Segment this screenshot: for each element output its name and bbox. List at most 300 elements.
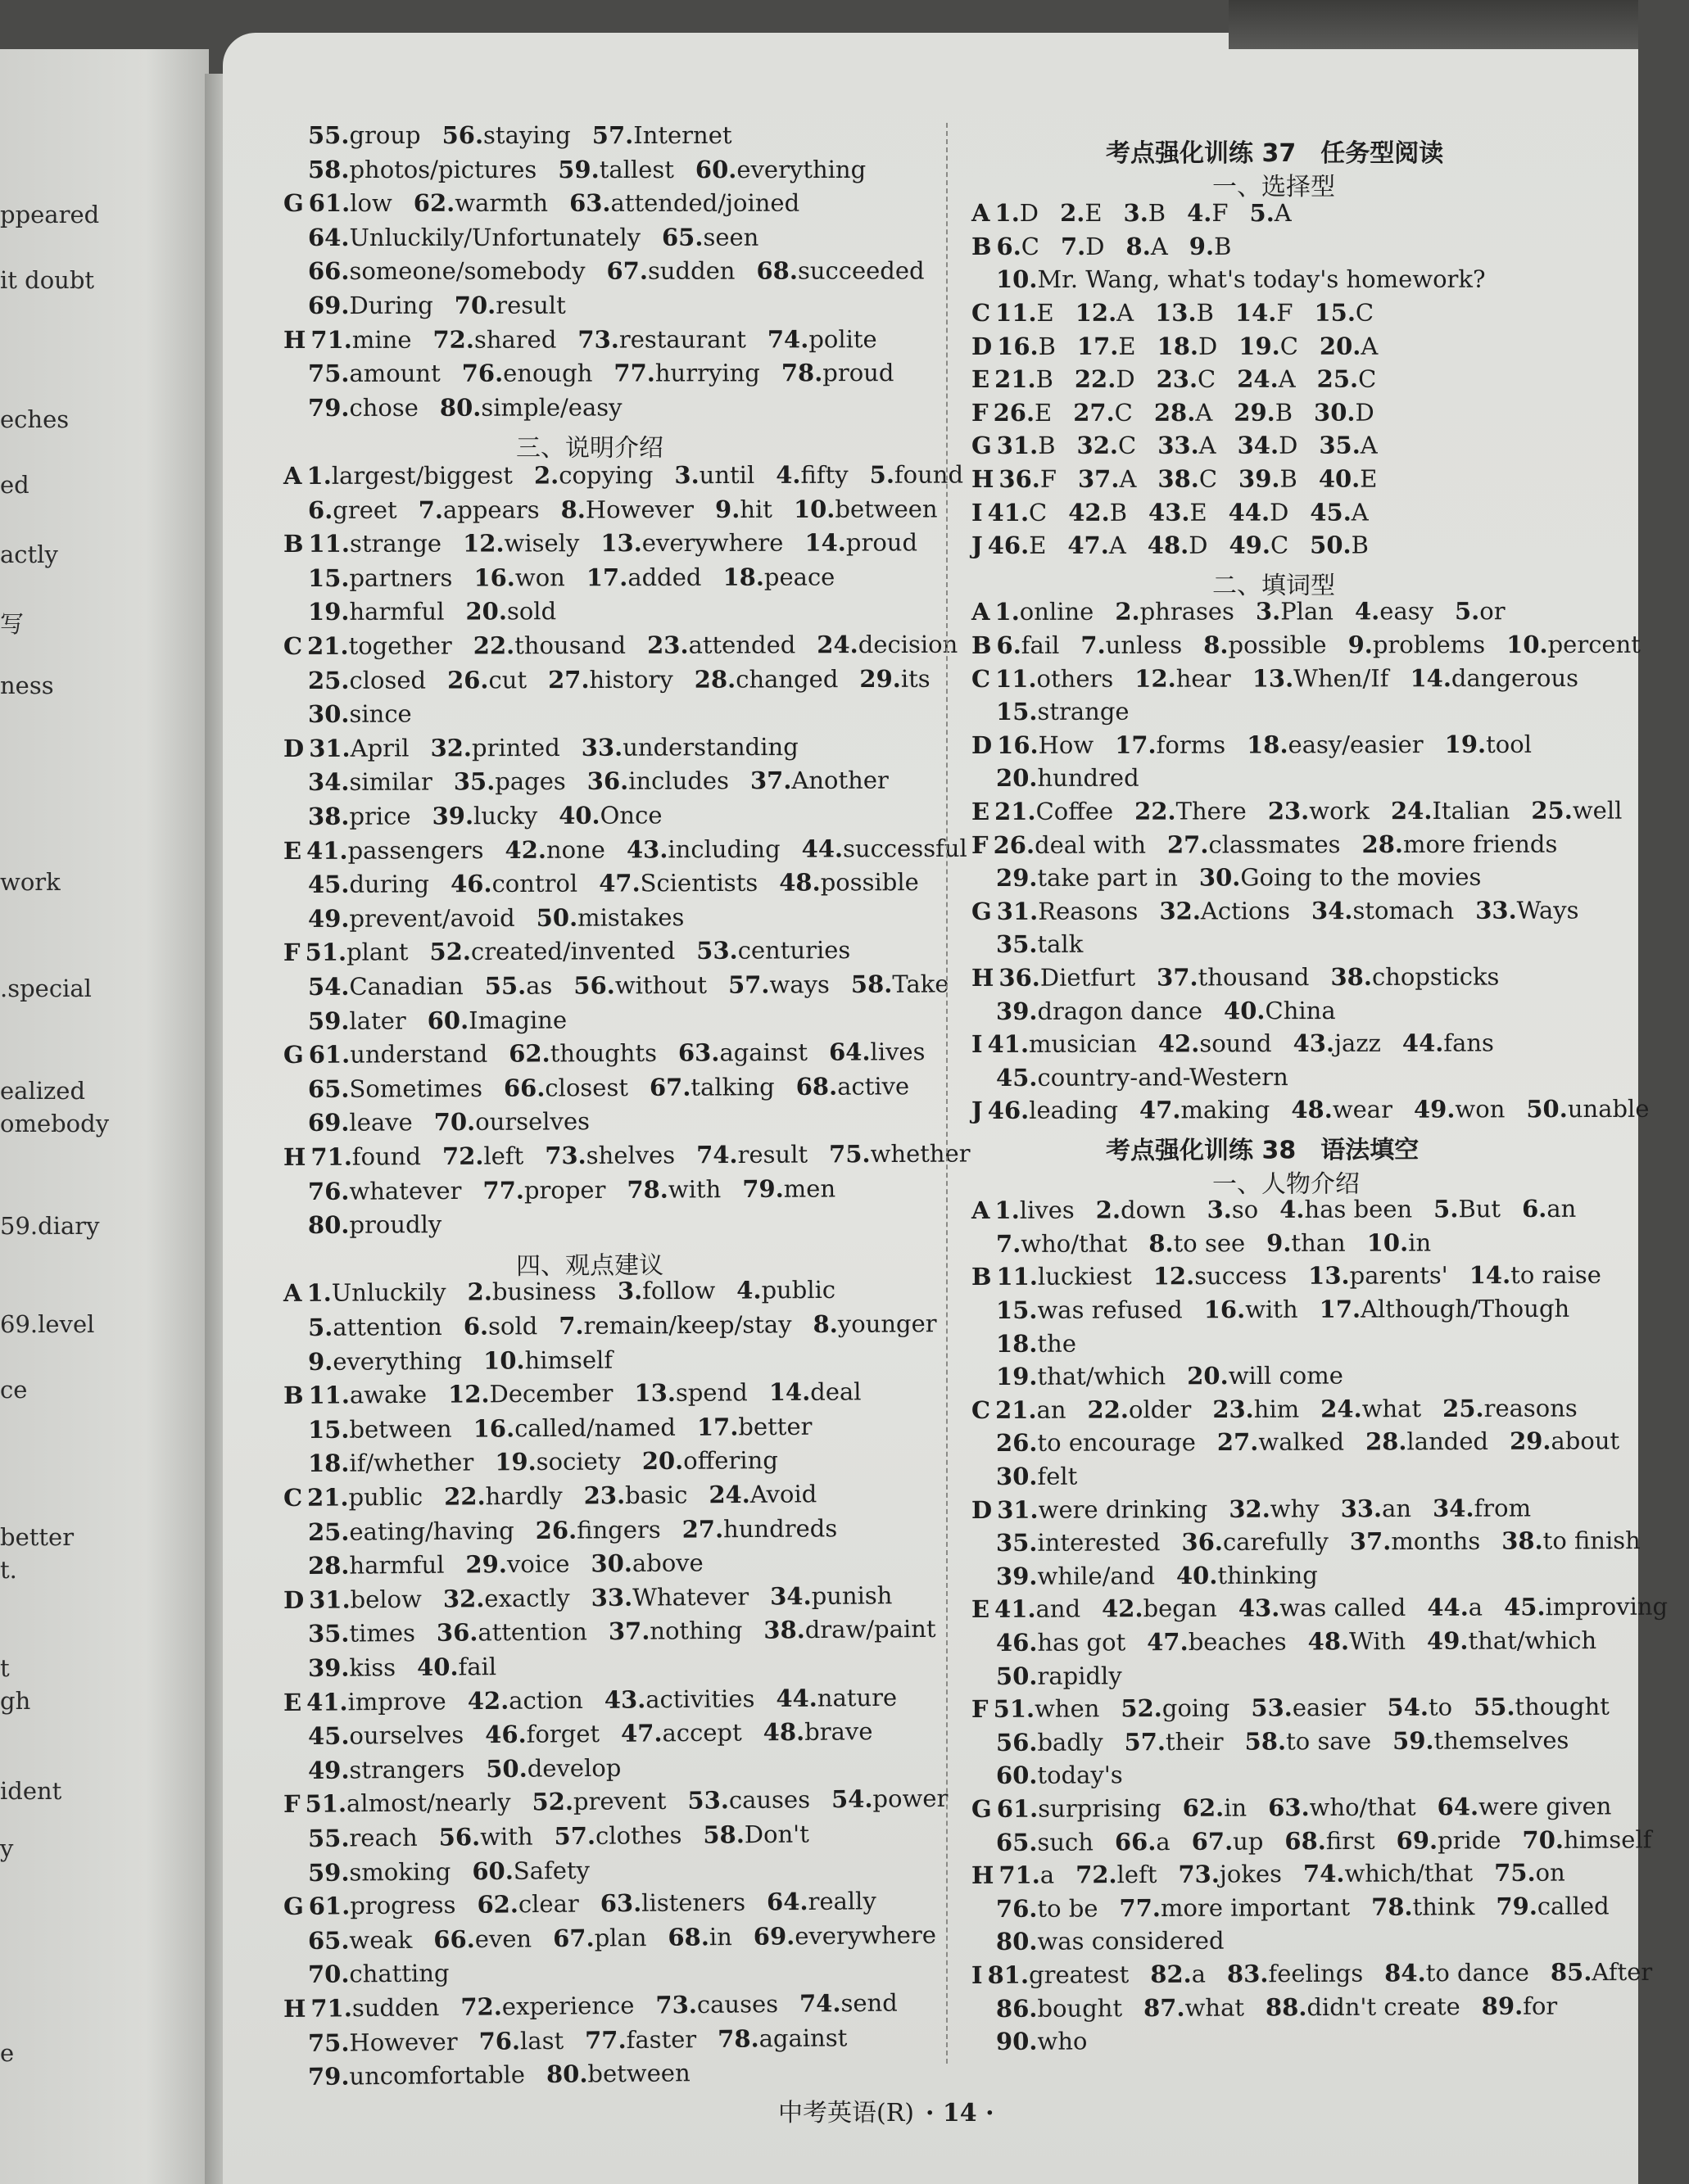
answer-item: [308, 1857, 451, 1887]
section-heading: 二、填词型: [1211, 571, 1336, 600]
item-number: 43.: [604, 1684, 646, 1714]
page-number: · 14 ·: [926, 2099, 994, 2127]
answer-row: [971, 465, 1398, 493]
item-answer: ourselves: [349, 1721, 464, 1750]
answer-item: [606, 257, 735, 285]
answer-item: [1134, 797, 1247, 825]
left-page-fragment: 59.diary: [0, 1212, 100, 1240]
answer-item: [478, 2026, 564, 2055]
item-number: 50.: [1310, 531, 1352, 559]
answer-row: [308, 257, 946, 286]
answer-row: [996, 1825, 1673, 1856]
answer-row: [996, 265, 1507, 293]
answer-item: [995, 1395, 1066, 1423]
answer-item: [614, 359, 759, 387]
item-number: 23.: [583, 1481, 626, 1510]
item-answer: mine: [351, 325, 412, 354]
answer-item: [1308, 1627, 1406, 1655]
item-number: 2.: [1115, 598, 1140, 626]
answer-item: [307, 631, 452, 659]
item-answer: peace: [763, 563, 835, 591]
item-number: 46.: [485, 1720, 527, 1749]
item-number: 34.: [1237, 432, 1279, 460]
item-number: 54.: [831, 1785, 873, 1814]
item-number: 60.: [472, 1856, 514, 1885]
answer-row: [308, 2023, 869, 2057]
item-number: 72.: [432, 325, 474, 354]
item-answer: Plan: [1280, 597, 1334, 626]
item-number: 29.: [859, 664, 901, 693]
item-answer: largest/biggest: [331, 461, 513, 490]
item-answer: who/that: [1021, 1229, 1128, 1258]
item-number: 50.: [536, 903, 578, 932]
item-number: 18.: [307, 1449, 350, 1478]
answer-row: [971, 1958, 1673, 1989]
item-number: 4.: [1187, 199, 1212, 228]
item-answer: similar: [349, 767, 432, 797]
item-number: 29.: [465, 1550, 508, 1579]
group-letter: D: [971, 730, 993, 759]
item-answer: hurrying: [654, 359, 760, 387]
item-number: 24.: [1320, 1395, 1362, 1423]
left-page-fragment: it doubt: [0, 266, 95, 294]
answer-item: [642, 1446, 778, 1475]
item-number: 30.: [307, 700, 350, 729]
item-answer: listeners: [641, 1888, 746, 1918]
item-answer: fifty: [800, 460, 849, 489]
item-answer: forget: [526, 1720, 600, 1748]
answer-item: [1157, 365, 1216, 393]
answer-item: [634, 1378, 748, 1407]
item-answer: Don't: [744, 1820, 809, 1849]
answer-item: [668, 1923, 732, 1951]
item-answer: to encourage: [1037, 1428, 1196, 1458]
item-answer: beaches: [1188, 1627, 1287, 1657]
answer-item: [308, 870, 429, 899]
item-number: 53.: [1251, 1693, 1293, 1722]
item-answer: leave: [349, 1108, 413, 1137]
answer-row: [996, 1329, 1098, 1357]
item-number: 42.: [467, 1686, 509, 1715]
item-answer: group: [349, 121, 421, 149]
item-answer: or: [1479, 597, 1506, 626]
item-answer: A: [1278, 364, 1296, 393]
answer-row: [971, 233, 1252, 260]
item-number: 46.: [995, 1628, 1038, 1657]
item-answer: public: [348, 1482, 423, 1512]
item-answer: thinking: [1217, 1561, 1318, 1589]
item-number: 62.: [509, 1039, 550, 1068]
group-letter: B: [283, 1381, 304, 1410]
answer-item: [996, 1429, 1196, 1458]
answer-row: [308, 495, 959, 524]
group-letter: H: [971, 464, 994, 493]
item-answer: B: [1038, 432, 1056, 460]
item-answer: E: [1084, 199, 1103, 228]
item-answer: society: [536, 1447, 621, 1476]
item-number: 33.: [591, 1583, 633, 1612]
group-letter: B: [971, 1263, 992, 1291]
item-number: 6.: [463, 1312, 489, 1341]
item-answer: nature: [817, 1683, 898, 1712]
answer-item: [1073, 399, 1133, 427]
answer-item: [996, 1628, 1125, 1657]
item-answer: partners: [349, 563, 453, 592]
item-answer: kiss: [349, 1653, 396, 1682]
item-number: 78.: [718, 2024, 759, 2053]
item-number: 64.: [828, 1038, 871, 1066]
item-number: 72.: [1075, 1861, 1117, 1889]
item-answer: Another: [791, 766, 889, 795]
answer-item: [829, 1139, 971, 1168]
item-number: 24.: [1237, 364, 1279, 393]
item-number: 69.: [307, 1109, 350, 1137]
item-answer: centuries: [737, 936, 851, 965]
item-answer: men: [783, 1173, 836, 1203]
item-number: 75.: [307, 2028, 350, 2057]
answer-item: [1433, 1195, 1501, 1223]
answer-item: [994, 1595, 1080, 1623]
item-answer: decision: [858, 630, 958, 659]
item-answer: chatting: [349, 1959, 450, 1988]
answer-row: [308, 1006, 588, 1035]
item-answer: action: [509, 1685, 583, 1715]
answer-item: [750, 766, 889, 795]
answer-item: [592, 121, 732, 149]
item-number: 40.: [559, 801, 600, 830]
item-number: 19.: [1238, 332, 1280, 360]
item-answer: warmth: [455, 189, 549, 218]
answer-row: [308, 868, 940, 898]
item-number: 14.: [1234, 298, 1277, 327]
answer-row: [308, 1072, 931, 1103]
item-answer: punish: [811, 1581, 893, 1610]
answer-item: [996, 1662, 1122, 1690]
item-number: 17.: [1115, 730, 1157, 759]
answer-item: [1551, 1958, 1652, 1987]
item-answer: its: [900, 664, 931, 693]
answer-item: [1115, 1828, 1171, 1856]
item-answer: D: [1116, 365, 1135, 394]
answer-row: [971, 1261, 1623, 1291]
item-number: 41.: [306, 836, 348, 865]
item-number: 51.: [305, 938, 347, 967]
item-number: 31.: [309, 734, 351, 762]
item-answer: cut: [488, 665, 528, 694]
item-answer: A: [1108, 531, 1126, 560]
answer-item: [618, 1277, 716, 1305]
item-number: 24.: [709, 1480, 750, 1509]
item-answer: China: [1265, 996, 1336, 1024]
answer-item: [468, 1277, 597, 1306]
answer-item: [308, 1415, 452, 1444]
answer-item: [447, 666, 527, 694]
answer-row: [283, 1887, 898, 1920]
item-answer: accept: [662, 1718, 742, 1748]
item-number: 44.: [801, 834, 844, 863]
answer-row: [971, 830, 1578, 858]
answer-row: [996, 1927, 1246, 1956]
item-answer: to see: [1173, 1228, 1246, 1258]
answer-item: [1475, 896, 1578, 924]
item-answer: B: [1035, 365, 1053, 394]
item-number: 59.: [307, 1006, 350, 1035]
answer-item: [1268, 1793, 1416, 1822]
answer-row: [308, 1717, 894, 1750]
answer-item: [627, 834, 781, 863]
item-number: 89.: [1481, 1992, 1524, 2020]
answer-item: [1060, 199, 1102, 227]
answer-item: [1414, 1096, 1506, 1124]
answer-item: [647, 631, 795, 658]
answer-item: [1319, 465, 1378, 493]
answer-row: [308, 801, 684, 830]
answer-item: [1077, 332, 1136, 359]
item-number: 65.: [995, 1828, 1038, 1856]
item-number: 5.: [869, 460, 894, 489]
item-answer: shelves: [586, 1141, 676, 1169]
group-letter: H: [283, 1142, 306, 1171]
item-number: 26.: [535, 1516, 577, 1544]
item-answer: left: [1116, 1861, 1157, 1889]
item-answer: price: [349, 802, 411, 830]
item-answer: won: [1455, 1095, 1506, 1124]
item-answer: Italian: [1432, 796, 1510, 825]
answer-item: [1227, 1960, 1363, 1988]
item-answer: photos/pictures: [349, 155, 537, 183]
item-answer: smoking: [349, 1856, 451, 1887]
item-answer: take part in: [1037, 863, 1178, 893]
answer-item: [995, 664, 1113, 692]
item-number: 71.: [310, 325, 352, 354]
item-number: 40.: [416, 1653, 459, 1681]
answer-item: [309, 189, 392, 217]
item-answer: sudden: [351, 1993, 440, 2023]
group-letter: D: [283, 734, 305, 762]
answer-item: [591, 1582, 749, 1611]
item-number: 63.: [1268, 1793, 1310, 1822]
item-number: 28.: [1365, 1427, 1407, 1456]
answer-row: [971, 1029, 1515, 1059]
item-number: 64.: [766, 1888, 808, 1916]
answer-row: [283, 834, 989, 864]
item-number: 31.: [309, 1585, 351, 1614]
item-answer: result: [737, 1140, 808, 1169]
item-number: 90.: [995, 2027, 1038, 2056]
answer-item: [1501, 1526, 1641, 1555]
answer-item: [308, 1517, 514, 1546]
answer-row: [996, 698, 1151, 726]
item-answer: reach: [349, 1823, 418, 1852]
item-answer: hundreds: [722, 1513, 838, 1543]
answer-row: [308, 563, 856, 592]
item-number: 53.: [696, 936, 738, 965]
answer-row: [996, 930, 1104, 958]
answer-item: [995, 299, 1054, 327]
answer-item: [486, 1753, 621, 1782]
answer-item: [829, 1038, 926, 1066]
item-number: 80.: [546, 2060, 588, 2089]
answer-item: [308, 1960, 450, 1989]
answer-item: [1410, 664, 1578, 692]
answer-item: [998, 465, 1057, 493]
item-answer: if/whether: [349, 1448, 474, 1478]
item-number: 61.: [308, 1892, 351, 1920]
answer-item: [1355, 598, 1433, 626]
item-number: 41.: [987, 498, 1030, 527]
answer-row: [971, 1095, 1671, 1124]
item-number: 57.: [554, 1821, 596, 1851]
answer-item: [1199, 863, 1482, 892]
answer-row: [283, 528, 939, 558]
answer-item: [573, 971, 707, 1000]
item-answer: against: [758, 2023, 848, 2053]
answer-item: [1365, 1427, 1488, 1456]
item-answer: who/that: [1309, 1793, 1416, 1822]
item-number: 26.: [993, 398, 1035, 427]
item-number: 56.: [995, 1728, 1038, 1757]
item-answer: as: [526, 971, 553, 1000]
item-number: 7.: [418, 495, 444, 524]
item-number: 39.: [995, 997, 1038, 1025]
answer-item: [1266, 1229, 1346, 1257]
item-number: 33.: [1475, 896, 1517, 925]
answer-row: [308, 359, 915, 387]
item-number: 33.: [1157, 432, 1199, 460]
answer-row: [308, 903, 705, 933]
item-answer: After: [1592, 1957, 1653, 1987]
item-answer: shared: [473, 325, 557, 354]
item-number: 18.: [722, 563, 764, 591]
item-number: 5.: [1454, 597, 1480, 626]
item-number: 70.: [1522, 1825, 1564, 1854]
item-number: 46.: [987, 1097, 1030, 1125]
answer-item: [473, 1413, 676, 1443]
answer-item: [996, 1229, 1127, 1257]
answer-row: [971, 398, 1396, 426]
item-number: 57.: [727, 970, 770, 999]
item-number: 67.: [1191, 1827, 1234, 1856]
item-number: 26.: [995, 1429, 1038, 1458]
item-answer: F: [1276, 298, 1293, 327]
item-answer: C: [1198, 364, 1216, 394]
item-answer: develop: [527, 1753, 622, 1783]
item-number: 26.: [446, 665, 489, 694]
answer-row: [283, 189, 821, 217]
answer-item: [1284, 1826, 1374, 1855]
answer-item: [1189, 233, 1232, 260]
item-answer: deal with: [1035, 830, 1147, 859]
answer-row: [996, 863, 1502, 892]
answer-item: [988, 1097, 1118, 1124]
item-number: 25.: [307, 666, 350, 694]
group-letter: H: [971, 1861, 994, 1890]
item-answer: when: [1034, 1694, 1100, 1723]
item-number: 42.: [1102, 1594, 1143, 1623]
answer-item: [585, 2025, 696, 2054]
item-number: 29.: [995, 864, 1038, 893]
item-answer: tool: [1486, 730, 1532, 758]
answer-row: [283, 1377, 883, 1409]
answer-item: [662, 223, 758, 251]
answer-item: [1350, 1527, 1480, 1556]
item-number: 37.: [608, 1617, 650, 1646]
answer-item: [587, 767, 729, 796]
answer-item: [1217, 1428, 1344, 1457]
answer-item: [817, 631, 958, 658]
answer-item: [609, 1617, 743, 1645]
answer-item: [553, 1924, 647, 1952]
answer-item: [851, 970, 949, 998]
answer-item: [548, 665, 673, 693]
item-number: 77.: [482, 1176, 525, 1205]
item-number: 3.: [617, 1277, 643, 1305]
item-answer: pages: [495, 767, 566, 796]
answer-item: [308, 666, 426, 694]
answer-item: [799, 1989, 898, 2018]
group-letter: B: [283, 530, 304, 558]
answer-item: [1397, 1826, 1501, 1855]
item-answer: With: [1349, 1626, 1406, 1656]
answer-item: [1158, 1029, 1272, 1057]
item-answer: nothing: [650, 1617, 743, 1646]
answer-item: [437, 1618, 587, 1647]
item-number: 22.: [444, 1482, 486, 1511]
item-number: 30.: [1314, 398, 1356, 427]
item-number: 55.: [308, 121, 350, 149]
group-letter: G: [971, 432, 992, 460]
answer-item: [310, 325, 411, 353]
left-page-fragment: t.: [0, 1556, 17, 1584]
item-answer: to save: [1286, 1726, 1372, 1756]
answer-item: [308, 1619, 415, 1648]
item-answer: dragon dance: [1037, 997, 1203, 1025]
item-answer: with: [1245, 1295, 1298, 1324]
answer-item: [695, 155, 866, 183]
group-letter: A: [971, 598, 990, 626]
answer-row: [283, 631, 979, 660]
answer-row: [308, 393, 644, 422]
item-number: 81.: [987, 1960, 1030, 1989]
answer-row: [996, 1626, 1618, 1657]
item-number: 72.: [460, 1992, 502, 2021]
item-number: 72.: [441, 1142, 484, 1170]
answer-row: [308, 1345, 634, 1376]
answer-item: [308, 257, 586, 285]
answer-row: [308, 1820, 831, 1852]
item-number: 62.: [1182, 1793, 1225, 1822]
item-number: 16.: [1203, 1295, 1246, 1324]
answer-item: [605, 1684, 755, 1714]
answer-item: [998, 1861, 1054, 1889]
item-number: 13.: [600, 529, 642, 558]
item-answer: later: [349, 1006, 406, 1035]
answer-row: [996, 1892, 1631, 1923]
item-answer: copying: [559, 461, 654, 490]
item-answer: Dietfurt: [1039, 963, 1136, 992]
answer-item: [776, 461, 848, 489]
answer-item: [1402, 1029, 1494, 1057]
left-page-fragment: better: [0, 1523, 75, 1551]
item-number: 4.: [1279, 1196, 1305, 1224]
item-answer: follow: [642, 1277, 716, 1305]
answer-item: [428, 1006, 568, 1034]
item-answer: improve: [347, 1686, 446, 1716]
item-number: 75.: [307, 359, 350, 388]
item-answer: with: [479, 1822, 533, 1852]
item-number: 66.: [1114, 1827, 1157, 1856]
item-answer: fail: [458, 1653, 497, 1681]
